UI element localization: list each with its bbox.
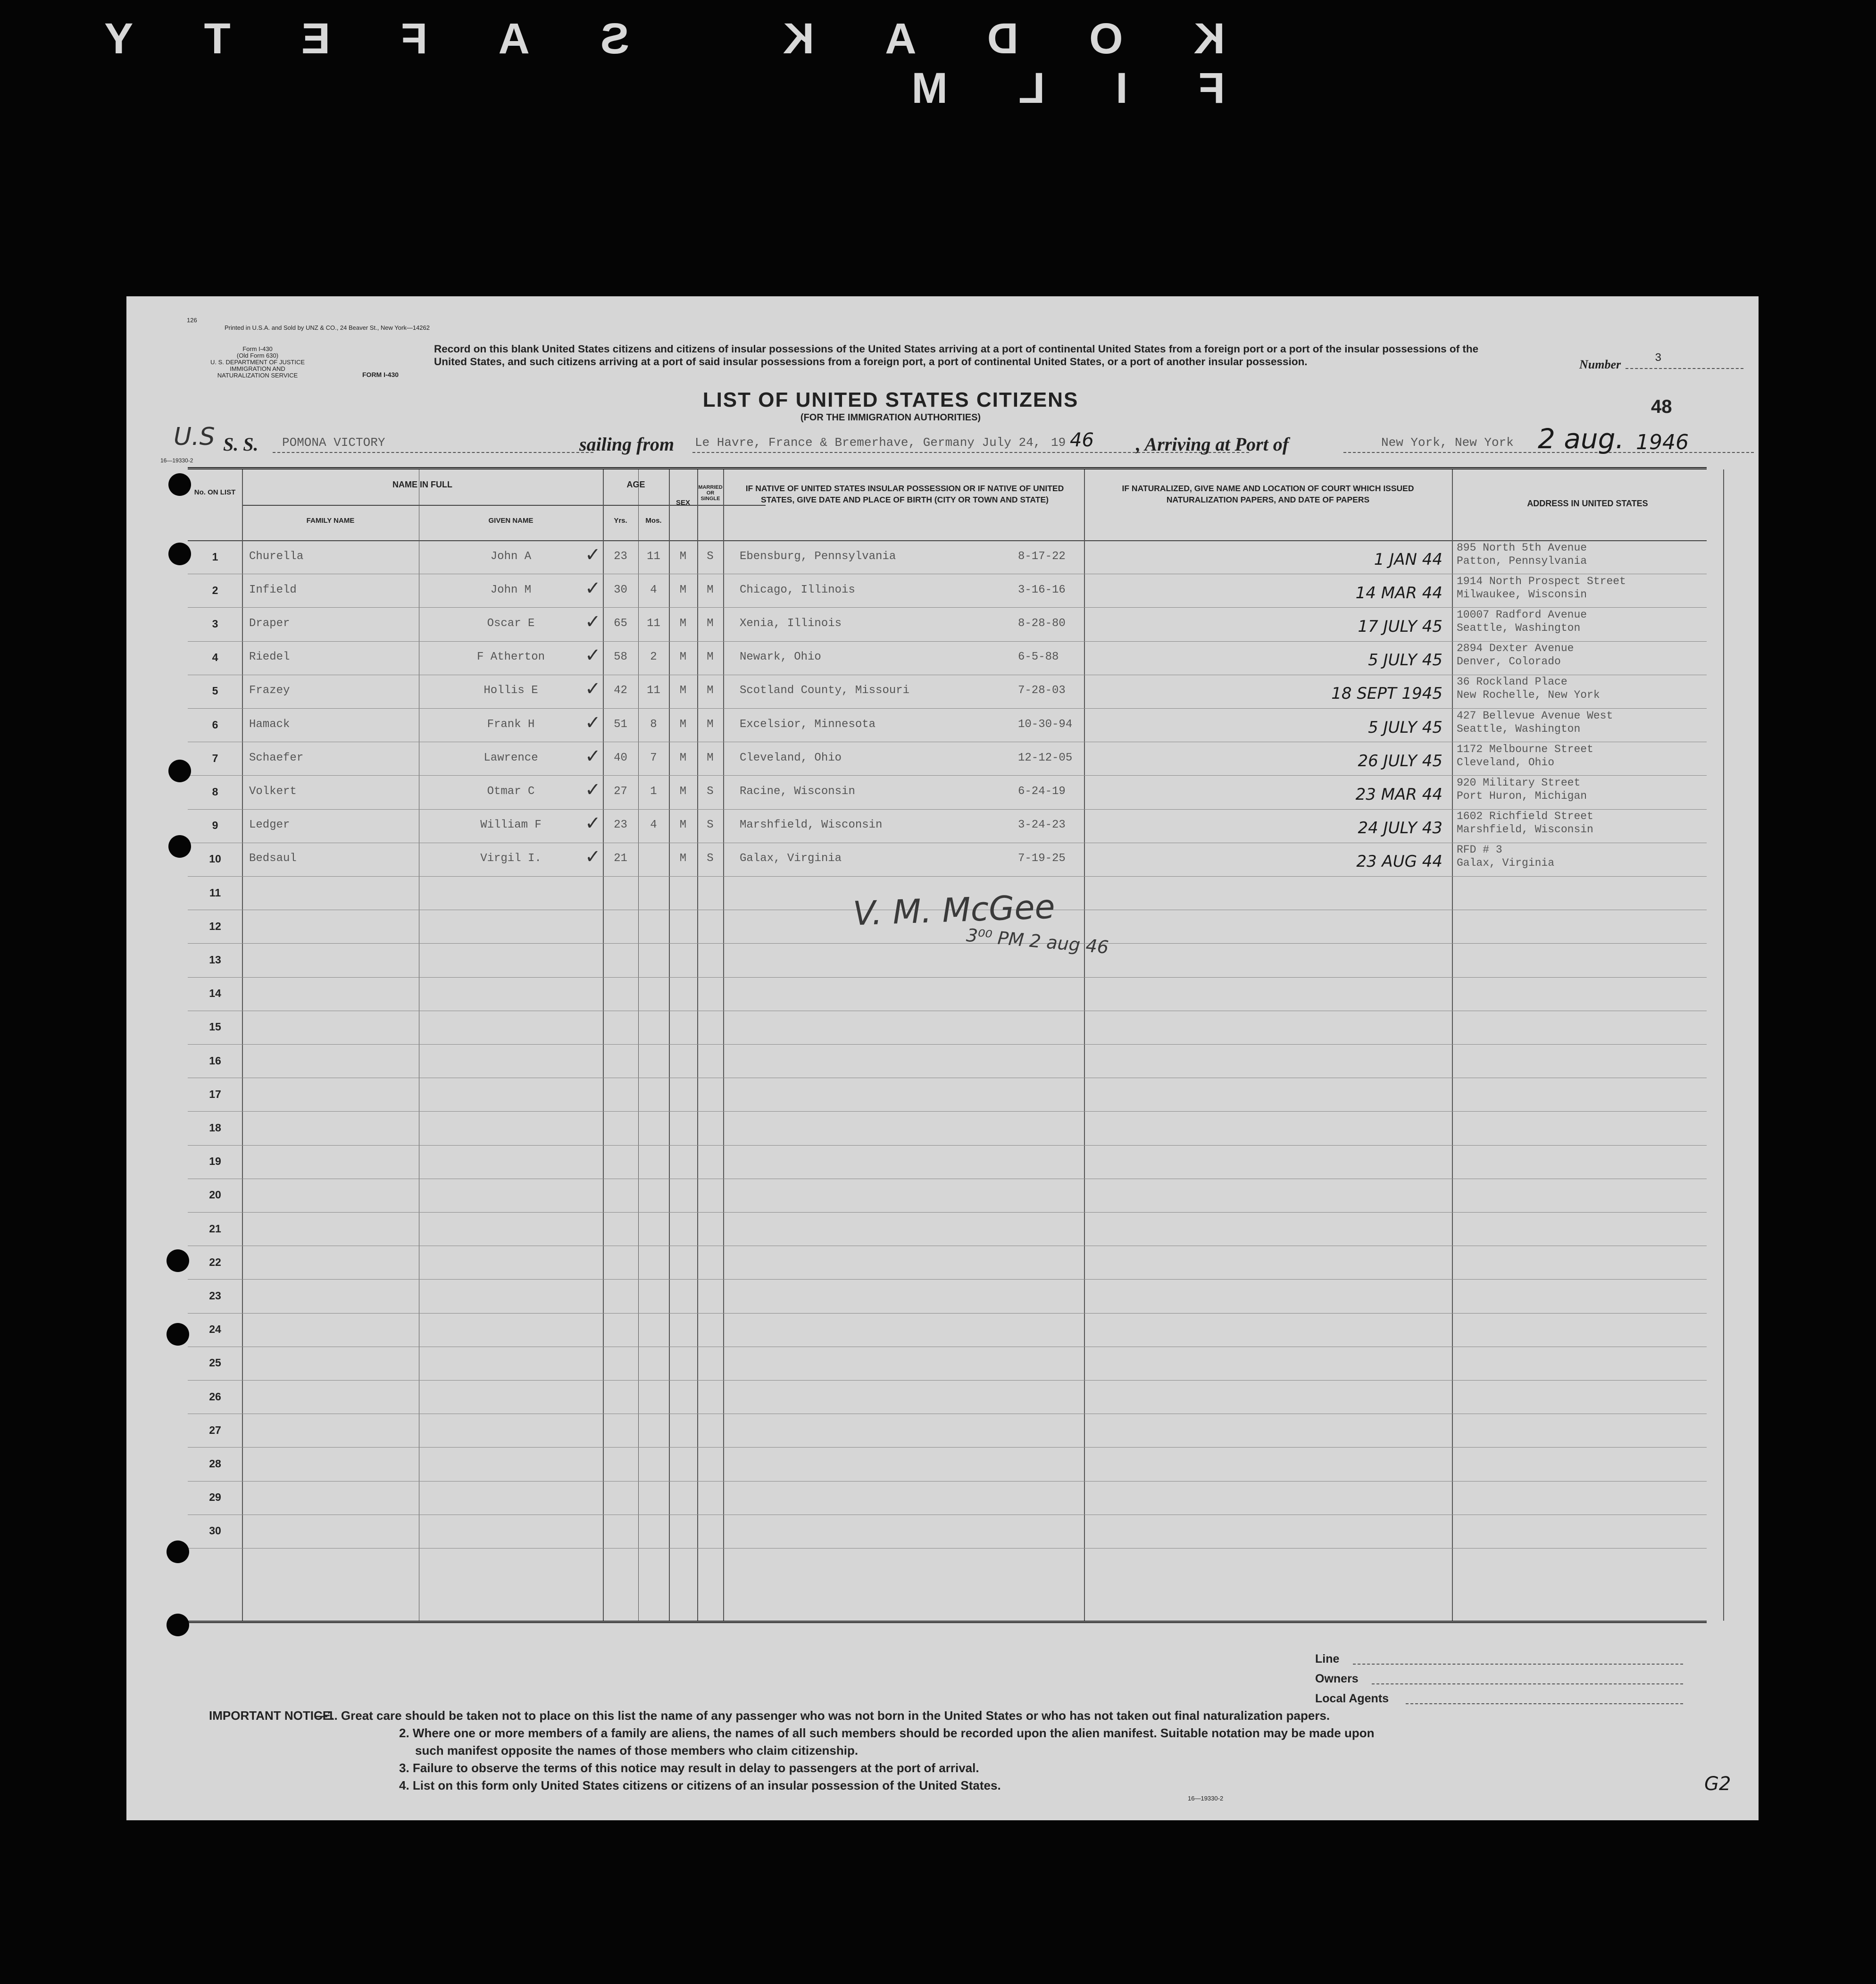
- col-divider-mos: [669, 469, 670, 1621]
- cell-mos: 4: [650, 583, 657, 596]
- row-rule: [188, 876, 1707, 877]
- check-mark-icon: ✓: [585, 745, 601, 767]
- cell-addr1: 2894 Dexter Avenue: [1457, 642, 1574, 655]
- cell-place: Marshfield, Wisconsin: [740, 819, 883, 832]
- row-number: 11: [209, 886, 221, 899]
- row-number: 21: [209, 1222, 221, 1235]
- cell-court: 24 JULY 43: [1358, 819, 1442, 838]
- row-number: 15: [209, 1021, 221, 1033]
- row-number: 30: [209, 1524, 221, 1537]
- cell-date: 10-30-94: [1018, 718, 1073, 731]
- row-rule: [188, 775, 1707, 776]
- cell-place: Xenia, Illinois: [740, 617, 842, 630]
- row-rule: [188, 809, 1707, 810]
- cell-addr2: Cleveland, Ohio: [1457, 756, 1555, 769]
- cell-yrs: 42: [614, 684, 627, 697]
- check-mark-icon: ✓: [585, 779, 601, 801]
- manifest-sheet: [126, 296, 1759, 1820]
- cell-mos: 7: [650, 751, 657, 764]
- cell-court: 18 SEPT 1945: [1331, 684, 1442, 703]
- col-divider-birth: [1084, 469, 1085, 1621]
- binder-hole: [167, 1540, 189, 1563]
- cell-given: Hollis E: [484, 684, 538, 697]
- row-number: 7: [212, 752, 218, 764]
- cell-family: Schaefer: [249, 751, 304, 764]
- cell-addr2: Marshfield, Wisconsin: [1457, 823, 1593, 836]
- notice-2: 2. Where one or more members of a family are aliens, the names of all such members should be recorded upon the alien manifest. Suitable notation may be made upon: [399, 1726, 1375, 1740]
- header-family-name: FAMILY NAME: [306, 517, 355, 525]
- cell-date: 7-19-25: [1018, 852, 1066, 865]
- cell-addr2: Seattle, Washington: [1457, 622, 1581, 634]
- cell-given: John A: [490, 550, 532, 563]
- agent-line-rule: [1353, 1664, 1683, 1665]
- cell-sex: M: [679, 852, 687, 865]
- row-number: 28: [209, 1457, 221, 1470]
- port-value: New York, New York: [1381, 435, 1514, 450]
- sailing-year-hand: 46: [1070, 429, 1094, 451]
- cell-ms: M: [707, 751, 714, 764]
- cell-family: Frazey: [249, 684, 290, 697]
- sailing-year-prefix: 19: [1051, 435, 1066, 450]
- cell-given: William F: [480, 819, 542, 832]
- row-number: 17: [209, 1088, 221, 1100]
- cell-given: Oscar E: [487, 617, 535, 630]
- cell-mos: 11: [647, 617, 660, 630]
- row-number: 22: [209, 1256, 221, 1268]
- corner-mark: G2: [1704, 1773, 1731, 1795]
- cell-addr2: Patton, Pennsylvania: [1457, 554, 1587, 567]
- row-number: 12: [209, 920, 221, 932]
- arrival-year: 1946: [1636, 430, 1689, 454]
- cell-court: 5 JULY 45: [1368, 718, 1442, 737]
- cell-yrs: 51: [614, 718, 627, 731]
- cell-ms: M: [707, 651, 714, 664]
- cell-addr1: 1602 Richfield Street: [1457, 810, 1593, 823]
- header-mos: Mos.: [645, 517, 662, 525]
- cell-family: Ledger: [249, 819, 290, 832]
- cell-date: 3-24-23: [1018, 819, 1066, 832]
- cell-sex: M: [679, 583, 687, 596]
- cell-place: Newark, Ohio: [740, 651, 821, 664]
- row-number: 24: [209, 1323, 221, 1336]
- col-divider-yrs: [638, 469, 639, 1621]
- cell-addr2: Port Huron, Michigan: [1457, 790, 1587, 802]
- binder-hole: [168, 543, 191, 565]
- cell-addr2: Milwaukee, Wisconsin: [1457, 588, 1587, 601]
- cell-addr1: 10007 Radford Avenue: [1457, 609, 1587, 621]
- col-divider-ms: [723, 469, 724, 1621]
- check-mark-icon: ✓: [585, 577, 601, 599]
- cell-addr1: 895 North 5th Avenue: [1457, 541, 1587, 554]
- cell-court: 1 JAN 44: [1374, 550, 1442, 569]
- cell-sex: M: [679, 651, 687, 664]
- header-yrs: Yrs.: [614, 517, 627, 525]
- cell-ms: S: [707, 852, 714, 865]
- cell-sex: M: [679, 785, 687, 798]
- cell-yrs: 40: [614, 751, 627, 764]
- cell-date: 8-17-22: [1018, 550, 1066, 563]
- cell-ms: M: [707, 617, 714, 630]
- cell-place: Chicago, Illinois: [740, 583, 855, 596]
- cell-addr1: 1914 North Prospect Street: [1457, 575, 1626, 587]
- cell-court: 26 JULY 45: [1358, 751, 1442, 770]
- cell-date: 6-24-19: [1018, 785, 1066, 798]
- cell-mos: 2: [650, 651, 657, 664]
- row-rule: [188, 1145, 1707, 1146]
- ship-name: POMONA VICTORY: [282, 435, 385, 450]
- check-mark-icon: ✓: [585, 846, 601, 868]
- ss-hand-prefix: U.S: [174, 423, 215, 451]
- notice-4: 4. List on this form only United States citizens or citizens of an insular possession of the United States.: [399, 1778, 1001, 1792]
- binder-hole: [168, 473, 191, 496]
- row-rule: [188, 1212, 1707, 1213]
- binder-hole: [168, 835, 191, 858]
- cell-place: Excelsior, Minnesota: [740, 718, 876, 731]
- form-number-block: Form I-430 (Old Form 630) U. S. DEPARTMENT OF JUSTICE IMMIGRATION AND NATURALIZATION SERVICE: [210, 345, 305, 379]
- cell-court: 23 AUG 44: [1356, 852, 1442, 871]
- cell-given: F Atherton: [476, 651, 545, 664]
- cell-place: Scotland County, Missouri: [740, 684, 910, 697]
- cell-date: 12-12-05: [1018, 751, 1073, 764]
- cell-date: 8-28-80: [1018, 617, 1066, 630]
- cell-ms: M: [707, 684, 714, 697]
- cell-addr1: 1172 Melbourne Street: [1457, 743, 1593, 755]
- cell-court: 17 JULY 45: [1358, 617, 1442, 636]
- cell-court: 23 MAR 44: [1355, 785, 1442, 804]
- row-rule: [188, 977, 1707, 978]
- row-number: 20: [209, 1189, 221, 1201]
- check-mark-icon: ✓: [585, 611, 601, 633]
- cell-mos: 4: [650, 819, 657, 832]
- row-number: 25: [209, 1356, 221, 1369]
- cell-addr2: New Rochelle, New York: [1457, 689, 1600, 702]
- cell-ms: S: [707, 785, 714, 798]
- row-number: 8: [212, 786, 218, 798]
- row-number: 6: [212, 718, 218, 731]
- notice-3: 3. Failure to observe the terms of this notice may result in delay to passengers at the port of arrival.: [399, 1761, 979, 1775]
- cell-given: Virgil I.: [480, 852, 542, 865]
- cell-given: Frank H: [487, 718, 535, 731]
- cell-addr1: 920 Military Street: [1457, 777, 1581, 789]
- cell-ms: M: [707, 718, 714, 731]
- film-edge-imprint: KODAK SAFETY FILM: [34, 15, 1225, 112]
- sailing-from-label: sailing from: [579, 434, 675, 455]
- number-label: Number: [1579, 358, 1621, 371]
- binder-hole: [167, 1323, 189, 1346]
- cell-ms: M: [707, 583, 714, 596]
- row-rule: [188, 607, 1707, 608]
- cell-family: Hamack: [249, 718, 290, 731]
- cell-court: 14 MAR 44: [1355, 583, 1442, 603]
- check-mark-icon: ✓: [585, 678, 601, 700]
- check-mark-icon: ✓: [585, 544, 601, 566]
- cell-ms: S: [707, 819, 714, 832]
- cell-addr1: 427 Bellevue Avenue West: [1457, 709, 1613, 722]
- cell-place: Ebensburg, Pennsylvania: [740, 550, 896, 563]
- row-rule: [188, 1313, 1707, 1314]
- footer-code: 16—19330-2: [1188, 1795, 1224, 1802]
- header-given-name: GIVEN NAME: [488, 517, 534, 525]
- row-number: 1: [212, 550, 218, 563]
- cell-yrs: 23: [614, 819, 627, 832]
- row-number: 27: [209, 1423, 221, 1436]
- cell-sex: M: [679, 550, 687, 563]
- row-rule: [188, 943, 1707, 944]
- page-title: LIST OF UNITED STATES CITIZENS: [702, 388, 1079, 411]
- sailing-from-value: Le Havre, France & Bremerhave, Germany July 24,: [695, 435, 1041, 450]
- row-number: 2: [212, 584, 218, 596]
- notice-heading: IMPORTANT NOTICE.: [209, 1708, 334, 1723]
- row-number: 14: [209, 987, 221, 1000]
- row-rule: [188, 1380, 1707, 1381]
- row-number: 26: [209, 1390, 221, 1403]
- cell-mos: 11: [647, 550, 660, 563]
- row-rule: [188, 1481, 1707, 1482]
- binder-hole: [168, 760, 191, 782]
- row-rule: [188, 1548, 1707, 1549]
- cell-family: Infield: [249, 583, 297, 596]
- cell-family: Bedsaul: [249, 852, 297, 865]
- header-no-on-list: No. ON LIST: [194, 488, 236, 496]
- cell-given: John M: [490, 583, 532, 596]
- arrival-date-hand: 2 aug.: [1538, 423, 1624, 455]
- header-naturalized: IF NATURALIZED, GIVE NAME AND LOCATION OF COURT WHICH ISSUED NATURALIZATION PAPERS, AND DATE OF PAPERS: [1122, 484, 1414, 504]
- header-name-in-full: NAME IN FULL: [392, 480, 452, 489]
- cell-addr2: Seattle, Washington: [1457, 722, 1581, 735]
- cell-family: Churella: [249, 550, 304, 563]
- row-rule: [188, 1279, 1707, 1280]
- cell-given: Otmar C: [487, 785, 535, 798]
- cell-addr2: Denver, Colorado: [1457, 655, 1561, 668]
- number-value: 3: [1655, 352, 1662, 365]
- page-subtitle: (FOR THE IMMIGRATION AUTHORITIES): [800, 412, 981, 423]
- cell-yrs: 21: [614, 852, 627, 865]
- owners-label: Owners: [1315, 1672, 1359, 1685]
- row-number: 4: [212, 651, 218, 664]
- cell-sex: M: [679, 617, 687, 630]
- record-instructions: Record on this blank United States citizens and citizens of insular possessions of the United States arriving at a port of continental United States from a foreign port or a port of the insular possessions of the United States, and such citizens arriving at a port of said insular possessions from a foreign port, a port of continental United States, or a port of another insular possession.: [434, 343, 1479, 368]
- check-mark-icon: ✓: [585, 712, 601, 734]
- row-number: 18: [209, 1122, 221, 1134]
- cell-addr1: RFD # 3: [1457, 844, 1502, 856]
- header-married-single: MARRIED OR SINGLE: [698, 485, 723, 502]
- col-divider-sex: [697, 469, 698, 1621]
- row-rule: [188, 1111, 1707, 1112]
- cell-place: Racine, Wisconsin: [740, 785, 855, 798]
- cell-yrs: 65: [614, 617, 627, 630]
- cell-place: Galax, Virginia: [740, 852, 842, 865]
- header-age: AGE: [626, 480, 645, 489]
- ss-label: S. S.: [223, 434, 258, 455]
- form-margin-code: 16—19330-2: [160, 457, 193, 464]
- row-number: 5: [212, 685, 218, 697]
- cell-yrs: 23: [614, 550, 627, 563]
- form-stamp: FORM I-430: [362, 371, 399, 378]
- local-agents-rule: [1406, 1703, 1683, 1704]
- cell-mos: 11: [647, 684, 660, 697]
- local-agents-label: Local Agents: [1315, 1692, 1389, 1705]
- number-line: [1626, 368, 1743, 369]
- row-rule: [188, 1447, 1707, 1448]
- col-divider-address: [1723, 469, 1724, 1621]
- row-rule: [188, 1044, 1707, 1045]
- row-number: 3: [212, 618, 218, 630]
- binder-hole: [167, 1614, 189, 1636]
- cell-place: Cleveland, Ohio: [740, 751, 842, 764]
- ship-name-line: [273, 452, 593, 453]
- cell-ms: S: [707, 550, 714, 563]
- cell-court: 5 JULY 45: [1368, 651, 1442, 670]
- cell-family: Riedel: [249, 651, 290, 664]
- printer-line: Printed in U.S.A. and Sold by UNZ & CO., 24 Beaver St., New York—14262: [225, 324, 430, 331]
- binder-hole: [167, 1249, 189, 1272]
- col-divider-given: [603, 469, 604, 1621]
- row-number: 9: [212, 819, 218, 832]
- row-number: 10: [209, 853, 221, 865]
- page-number: 48: [1651, 396, 1672, 417]
- row-number: 29: [209, 1491, 221, 1504]
- cell-sex: M: [679, 819, 687, 832]
- cell-sex: M: [679, 684, 687, 697]
- notice-1: —1. Great care should be taken not to place on this list the name of any passenger who was not born in the United States or who has not taken out final naturalization papers.: [315, 1708, 1330, 1723]
- cell-yrs: 30: [614, 583, 627, 596]
- cell-sex: M: [679, 718, 687, 731]
- inspector-note: 3⁰⁰ PM 2 aug 46: [965, 924, 1110, 958]
- cell-family: Volkert: [249, 785, 297, 798]
- owners-rule: [1372, 1683, 1683, 1684]
- agent-line-label: Line: [1315, 1652, 1340, 1666]
- row-rule: [188, 641, 1707, 642]
- arriving-label: , Arriving at Port of: [1136, 434, 1289, 455]
- check-mark-icon: ✓: [585, 812, 601, 835]
- cell-mos: 8: [650, 718, 657, 731]
- cell-addr2: Galax, Virginia: [1457, 857, 1555, 870]
- cell-family: Draper: [249, 617, 290, 630]
- cell-sex: M: [679, 751, 687, 764]
- col-divider-naturalized: [1452, 469, 1453, 1621]
- cell-mos: 1: [650, 785, 657, 798]
- cell-yrs: 58: [614, 651, 627, 664]
- header-address: ADDRESS IN UNITED STATES: [1527, 499, 1648, 508]
- passenger-table: [188, 467, 1707, 1623]
- row-number: 23: [209, 1289, 221, 1302]
- cell-yrs: 27: [614, 785, 627, 798]
- notice-2-continued: such manifest opposite the names of those members who claim citizenship.: [415, 1743, 859, 1758]
- form-corner-code: 126: [187, 317, 197, 324]
- row-number: 13: [209, 954, 221, 966]
- cell-date: 3-16-16: [1018, 583, 1066, 596]
- inspector-signature: V. M. McGee: [852, 887, 1056, 933]
- header-sex: SEX: [675, 499, 690, 507]
- row-number: 19: [209, 1155, 221, 1168]
- cell-given: Lawrence: [484, 751, 538, 764]
- col-divider-no: [242, 469, 243, 1621]
- check-mark-icon: ✓: [585, 645, 601, 667]
- cell-addr1: 36 Rockland Place: [1457, 676, 1568, 688]
- row-rule: [188, 708, 1707, 709]
- cell-date: 7-28-03: [1018, 684, 1066, 697]
- row-number: 16: [209, 1054, 221, 1067]
- header-birth: IF NATIVE OF UNITED STATES INSULAR POSSESSION OR IF NATIVE OF UNITED STATES, GIVE DATE AND PLACE OF BIRTH (CITY OR TOWN AND STATE): [745, 484, 1064, 504]
- cell-date: 6-5-88: [1018, 651, 1059, 664]
